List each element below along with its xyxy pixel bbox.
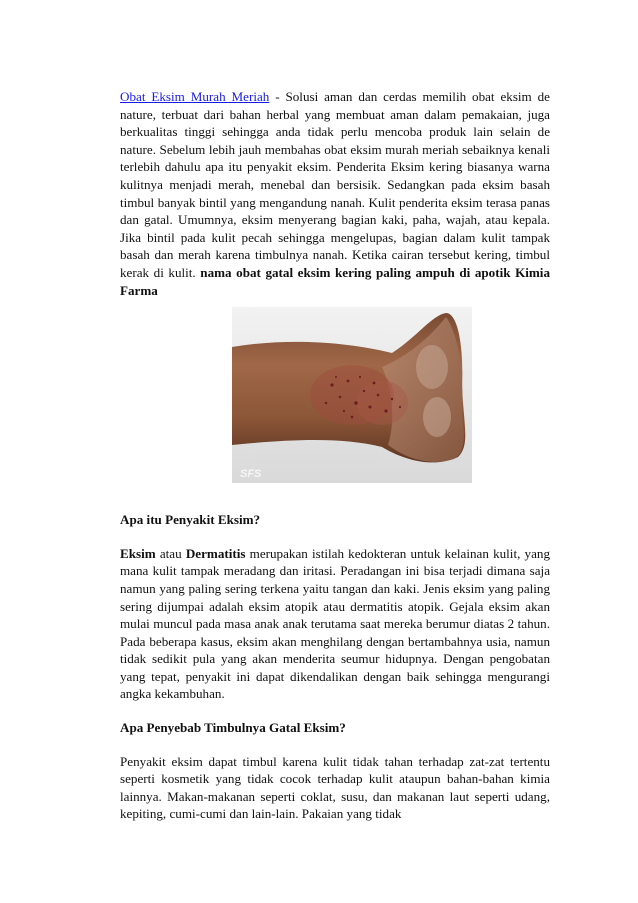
section2-heading: Apa Penyebab Timbulnya Gatal Eksim?: [120, 720, 346, 736]
term-dermatitis: Dermatitis: [185, 545, 246, 561]
section2-paragraph: Penyakit eksim dapat timbul karena kulit tidak tahan terhadap zat-zat tertentu seperti kosmetik yang tidak cocok terhadap kulit ataupun bahan-bahan kimia lainnya. Makan-makanan seperti coklat, susu, dan makanan laut seperti udang, kepiting, cumi-cumi dan lain-lain. Pakaian yang tidak: [120, 753, 550, 822]
term-conjunction: atau: [155, 545, 186, 561]
intro-bold-text: nama obat gatal eksim kering paling ampuh di apotik Kimia Farma: [120, 264, 550, 298]
section1-body: merupakan istilah kedokteran untuk kelainan kulit, yang mana kulit tampak meradang dan iritasi. Peradangan ini bisa terjadi dimana saja namun yang paling sering terkena yaitu tangan dan kaki. Jenis eksim yang paling sering dijumpai adalah eksim atopik atau dermatitis atopik. Gejala eksim akan mulai muncul pada masa anak anak terutama saat mereka berumur diatas 2 tahun. Pada beberapa kasus, eksim akan menghilang dengan bertambahnya usia, namun tidak sedikit pula yang akan menderita seumur hidupnya. Dengan pengobatan yang tepat, penyakit ini dapat dikendalikan dengan baik sehingga mengurangi angka kekambuhan.: [120, 545, 550, 702]
section1-heading: Apa itu Penyakit Eksim?: [120, 512, 261, 528]
document-page: [120, 88, 550, 823]
section1-paragraph: [120, 545, 550, 703]
obat-eksim-link[interactable]: Obat Eksim Murah Meriah: [120, 89, 270, 104]
intro-paragraph: [120, 88, 550, 299]
leg-illustration: [232, 307, 472, 483]
intro-text: - Solusi aman dan cerdas memilih obat eksim de nature, terbuat dari bahan herbal yang membuat aman dalam pemakaian, juga berkualitas tinggi sehingga anda tidak perlu mencoba produk lain selain de nature. Sebelum lebih jauh membahas obat eksim murah meriah sebaiknya kenali terlebih dahulu apa itu penyakit eksim. Penderita Eksim kering biasanya warna kulitnya menjadi merah, menebal dan bersisik. Sedangkan pada eksim basah timbul banyak bintil yang mengandung nanah. Kulit penderita eksim terasa panas dan gatal. Umumnya, eksim menyerang bagian kaki, paha, wajah, atau kepala. Jika bintil pada kulit pecah sehingga mengelupas, bagian dalam kulit tampak basah dan merah karena timbulnya nanah. Ketika cairan tersebut kering, timbul kerak di kulit.: [120, 89, 550, 280]
photo-watermark: SFS: [240, 468, 262, 481]
eczema-leg-photo: [232, 307, 472, 483]
term-eksim: Eksim: [120, 545, 156, 561]
